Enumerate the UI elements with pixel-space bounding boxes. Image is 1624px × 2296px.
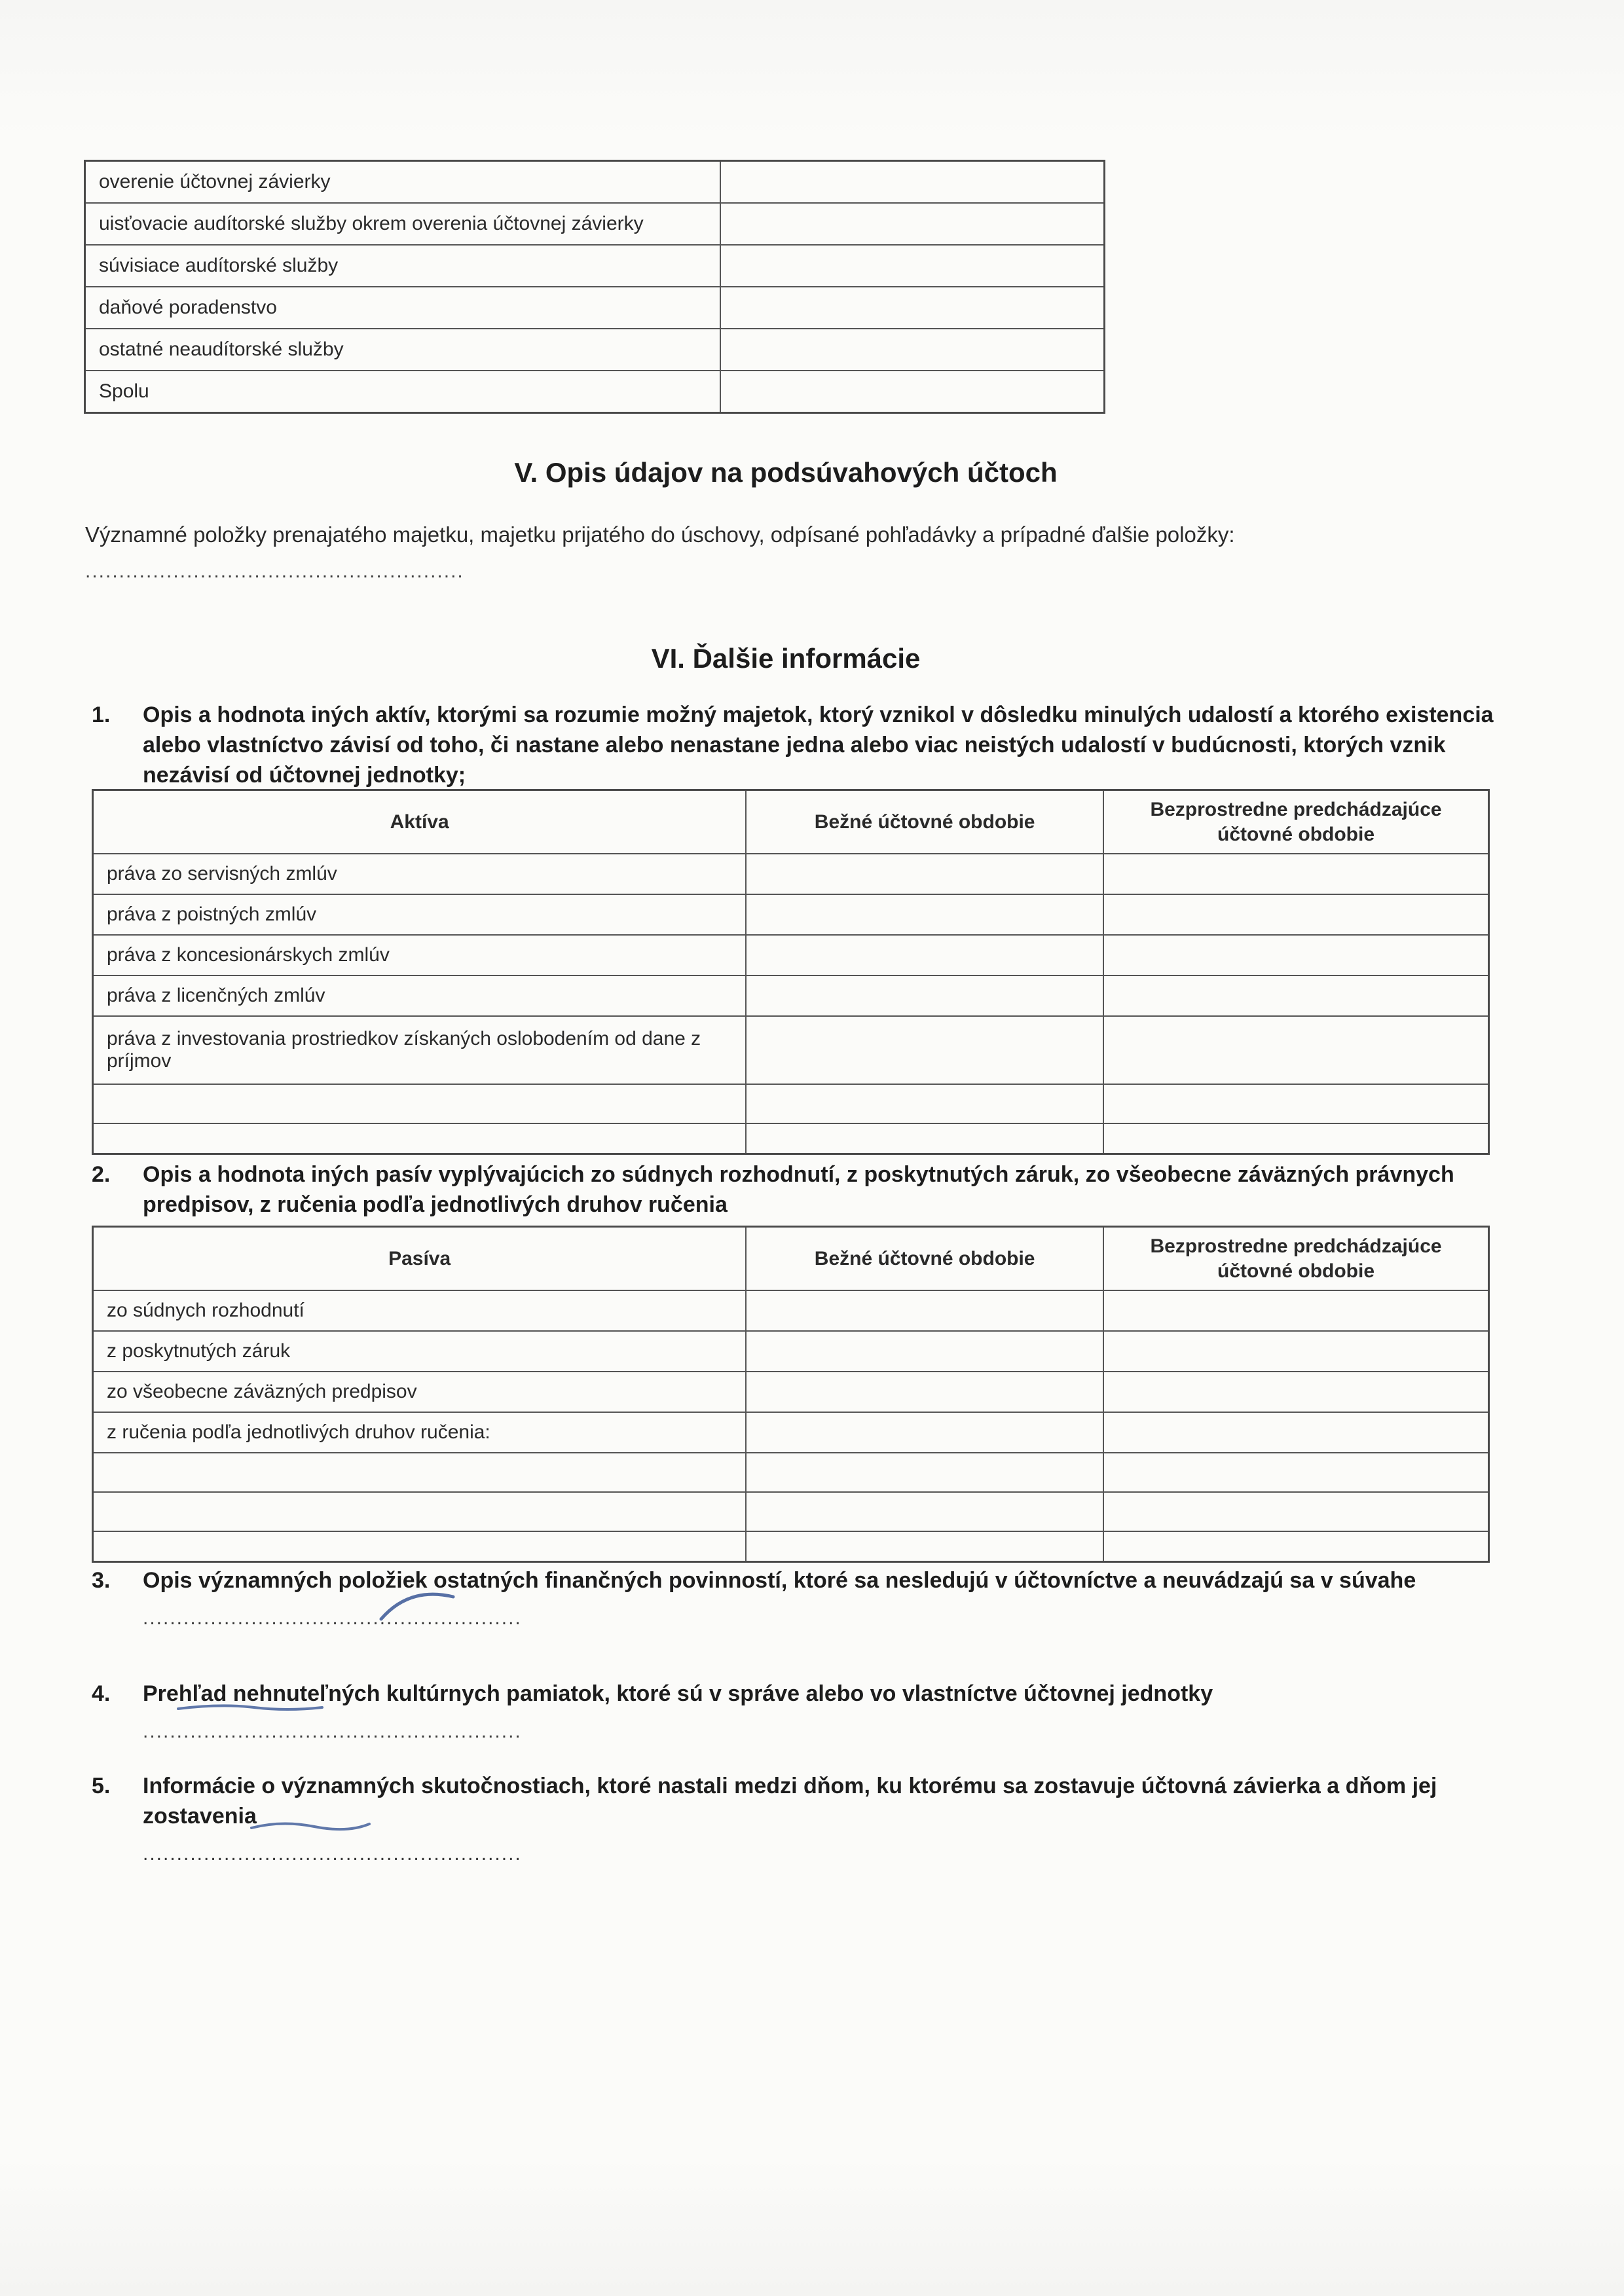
table-row [85, 329, 1105, 371]
value-cell [720, 245, 1105, 287]
row-label: Spolu [85, 371, 720, 413]
value-cell [1103, 894, 1488, 935]
item-number: 2. [92, 1162, 111, 1187]
item-number: 1. [92, 702, 111, 727]
audit-services-table [84, 160, 1105, 414]
value-cell [1103, 935, 1488, 975]
value-cell [746, 894, 1103, 935]
item-text-body: Informácie o významných skutočnostiach, ktoré nastali medzi dňom, ku ktorému sa zostavuje účtovná závierka a dňom jej zostavenia [143, 1774, 1437, 1829]
value-cell [746, 1531, 1103, 1561]
value-cell [1103, 1290, 1488, 1331]
value-cell [746, 1372, 1103, 1412]
column-header: Aktíva [93, 790, 747, 854]
value-cell [1103, 1123, 1488, 1154]
value-cell [1103, 854, 1488, 894]
table-row [93, 975, 1489, 1016]
fill-in-dotted-line: ........................................................ [143, 1607, 522, 1629]
item-text [143, 1679, 1506, 1745]
value-cell [1103, 1412, 1488, 1453]
value-cell [746, 1123, 1103, 1154]
liabilities-table [92, 1226, 1490, 1563]
row-label [93, 1084, 747, 1123]
table-row [93, 1084, 1489, 1123]
table-row [85, 203, 1105, 245]
value-cell [1103, 1016, 1488, 1084]
table-row [93, 1492, 1489, 1531]
table-row [93, 935, 1489, 975]
table-row [93, 1531, 1489, 1561]
row-label: zo všeobecne záväzných predpisov [93, 1372, 747, 1412]
value-cell [746, 1084, 1103, 1123]
row-label: súvisiace audítorské služby [85, 245, 720, 287]
row-label: overenie účtovnej závierky [85, 161, 720, 204]
fill-in-dotted-line: ........................................................ [85, 560, 464, 582]
value-cell [720, 371, 1105, 413]
fill-in-dotted-line: ........................................................ [143, 1842, 522, 1865]
value-cell [746, 1016, 1103, 1084]
table-row [93, 1123, 1489, 1154]
list-item-5 [92, 1772, 1506, 1867]
value-cell [720, 203, 1105, 245]
item-text [143, 1772, 1506, 1867]
item-number: 4. [92, 1681, 111, 1706]
table-row [85, 371, 1105, 413]
value-cell [720, 287, 1105, 329]
column-header: Bežné účtovné obdobie [746, 1227, 1103, 1291]
column-header: Pasíva [93, 1227, 747, 1291]
column-header: Bezprostredne predchádzajúce účtovné obdobie [1103, 790, 1488, 854]
value-cell [746, 1412, 1103, 1453]
value-cell [720, 161, 1105, 204]
row-label: práva z koncesionárskych zmlúv [93, 935, 747, 975]
row-label: z ručenia podľa jednotlivých druhov ručenia: [93, 1412, 747, 1453]
column-header: Bezprostredne predchádzajúce účtovné obdobie [1103, 1227, 1488, 1291]
row-label: ostatné neaudítorské služby [85, 329, 720, 371]
item-text: Opis a hodnota iných aktív, ktorými sa rozumie možný majetok, ktorý vznikol v dôsledku minulých udalostí a ktorého existencia alebo vlastníctvo závisí od toho, či nastane alebo nenastane jedna alebo viac neistých udalostí v budúcnosti, ktorých vznik nezávisí od účtovnej jednotky; [143, 702, 1494, 788]
value-cell [746, 935, 1103, 975]
item-text: Opis a hodnota iných pasív vyplývajúcich zo súdnych rozhodnutí, z poskytnutých záruk, zo všeobecne záväzných právnych predpisov, z ručenia podľa jednotlivých druhov ručenia [143, 1162, 1454, 1217]
table-row [85, 161, 1105, 204]
table-header-row [93, 1227, 1489, 1291]
value-cell [720, 329, 1105, 371]
list-item-4 [92, 1679, 1506, 1745]
table-row [93, 1372, 1489, 1412]
list-item-2 [92, 1160, 1506, 1220]
table-row [93, 1412, 1489, 1453]
value-cell [1103, 1372, 1488, 1412]
fill-in-dotted-line: ........................................................ [143, 1720, 522, 1742]
row-label: uisťovacie audítorské služby okrem overenia účtovnej závierky [85, 203, 720, 245]
value-cell [746, 1492, 1103, 1531]
row-label: práva z poistných zmlúv [93, 894, 747, 935]
section-vi-title: VI. Ďalšie informácie [651, 643, 921, 674]
value-cell [746, 1290, 1103, 1331]
item-text-body: Opis významných položiek ostatných finančných povinností, ktoré sa nesledujú v účtovníctve a neuvádzajú sa v súvahe [143, 1568, 1416, 1593]
table-row [85, 287, 1105, 329]
section-v-intro: Významné položky prenajatého majetku, majetku prijatého do úschovy, odpísané pohľadávky a prípadné ďalšie položky: [85, 522, 1235, 547]
row-label [93, 1492, 747, 1531]
column-header: Bežné účtovné obdobie [746, 790, 1103, 854]
row-label [93, 1123, 747, 1154]
row-label: práva zo servisných zmlúv [93, 854, 747, 894]
table-row [85, 245, 1105, 287]
table-row [93, 1453, 1489, 1492]
value-cell [1103, 1084, 1488, 1123]
row-label: práva z licenčných zmlúv [93, 975, 747, 1016]
row-label [93, 1531, 747, 1561]
table-row [93, 894, 1489, 935]
value-cell [746, 854, 1103, 894]
table-row [93, 1290, 1489, 1331]
table-row [93, 1331, 1489, 1372]
value-cell [1103, 975, 1488, 1016]
table-header-row [93, 790, 1489, 854]
row-label [93, 1453, 747, 1492]
table-row [93, 1016, 1489, 1084]
item-number: 5. [92, 1774, 111, 1798]
list-item-3 [92, 1566, 1506, 1631]
list-item-1 [92, 701, 1506, 791]
row-label: zo súdnych rozhodnutí [93, 1290, 747, 1331]
assets-table [92, 789, 1490, 1155]
value-cell [1103, 1453, 1488, 1492]
value-cell [1103, 1531, 1488, 1561]
row-label: práva z investovania prostriedkov získaných oslobodením od dane z príjmov [93, 1016, 747, 1084]
item-number: 3. [92, 1568, 111, 1593]
table-row [93, 854, 1489, 894]
value-cell [746, 1331, 1103, 1372]
value-cell [746, 975, 1103, 1016]
item-text [143, 1566, 1506, 1631]
value-cell [746, 1453, 1103, 1492]
item-text-body: Prehľad nehnuteľných kultúrnych pamiatok, ktoré sú v správe alebo vo vlastníctve účtovnej jednotky [143, 1681, 1213, 1706]
value-cell [1103, 1492, 1488, 1531]
row-label: z poskytnutých záruk [93, 1331, 747, 1372]
section-v-title: V. Opis údajov na podsúvahových účtoch [514, 457, 1058, 488]
row-label: daňové poradenstvo [85, 287, 720, 329]
value-cell [1103, 1331, 1488, 1372]
